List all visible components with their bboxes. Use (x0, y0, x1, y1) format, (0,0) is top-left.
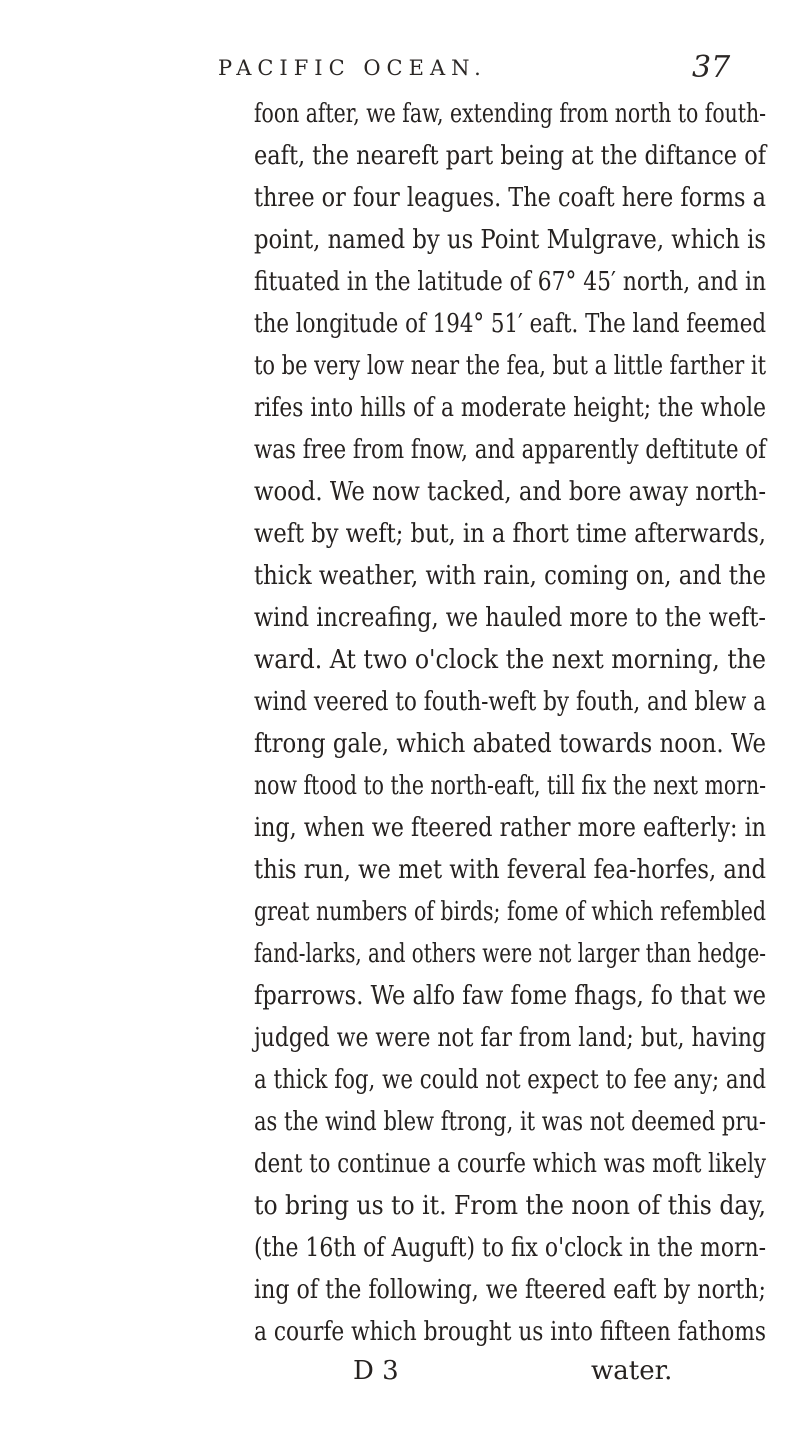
text-line: to bring us to it. From the noon of this day, (254, 1191, 766, 1221)
text-line: the longitude of 194° 51′ eaft. The land feemed (254, 309, 766, 339)
text-line: fituated in the latitude of 67° 45′ north, and in (254, 267, 767, 297)
running-title: PACIFIC OCEAN. (218, 56, 487, 80)
text-line: this run, we met with feveral fea-horfes, and (254, 855, 766, 885)
text-line: as the wind blew ftrong, it was not deemed pru- (254, 1107, 767, 1137)
text-line: ftrong gale, which abated towards noon. We (254, 729, 766, 759)
text-line: to be very low near the fea, but a little farther it (254, 351, 766, 381)
text-line: great numbers of birds; fome of which refembled (254, 897, 766, 927)
signature-mark: D 3 (353, 1356, 399, 1386)
text-line: wood. We now tacked, and bore away north- (254, 477, 767, 507)
text-line: thick weather, with rain, coming on, and the (254, 561, 767, 591)
text-line: was free from fnow, and apparently deftitute of (254, 435, 767, 465)
text-line: fparrows. We alfo faw fome fhags, fo that we (254, 981, 767, 1011)
text-line: eaft, the neareft part being at the diftance of (254, 141, 767, 171)
text-line: wind increafing, we hauled more to the weft- (254, 603, 766, 633)
text-line: fand-larks, and others were not larger than hedge- (254, 939, 766, 969)
text-line: rifes into hills of a moderate height; the whole (254, 393, 766, 423)
text-line: point, named by us Point Mulgrave, which is (254, 225, 767, 255)
text-line: ward. At two o'clock the next morning, the (254, 645, 767, 675)
text-line: a courfe which brought us into fifteen fathoms (254, 1317, 767, 1347)
text-line: three or four leagues. The coaft here forms a (254, 183, 766, 213)
text-line: wind veered to fouth-weft by fouth, and blew a (254, 687, 767, 717)
text-line: foon after, we faw, extending from north to fouth- (254, 99, 767, 129)
catchword: water. (591, 1356, 673, 1386)
text-line: dent to continue a courfe which was moft likely (254, 1149, 766, 1179)
text-line: now ftood to the north-eaft, till fix the next morn- (254, 771, 767, 801)
text-line: judged we were not far from land; but, having (254, 1023, 767, 1053)
text-line: ing of the following, we fteered eaft by north; (254, 1275, 766, 1305)
text-line: weft by weft; but, in a fhort time afterwards, (254, 519, 766, 549)
page-number: 37 (692, 50, 731, 85)
text-line: (the 16th of Auguft) to fix o'clock in the morn- (254, 1233, 767, 1263)
text-line: ing, when we fteered rather more eafterly: in (254, 813, 767, 843)
text-line: a thick fog, we could not expect to fee any; and (254, 1065, 766, 1095)
